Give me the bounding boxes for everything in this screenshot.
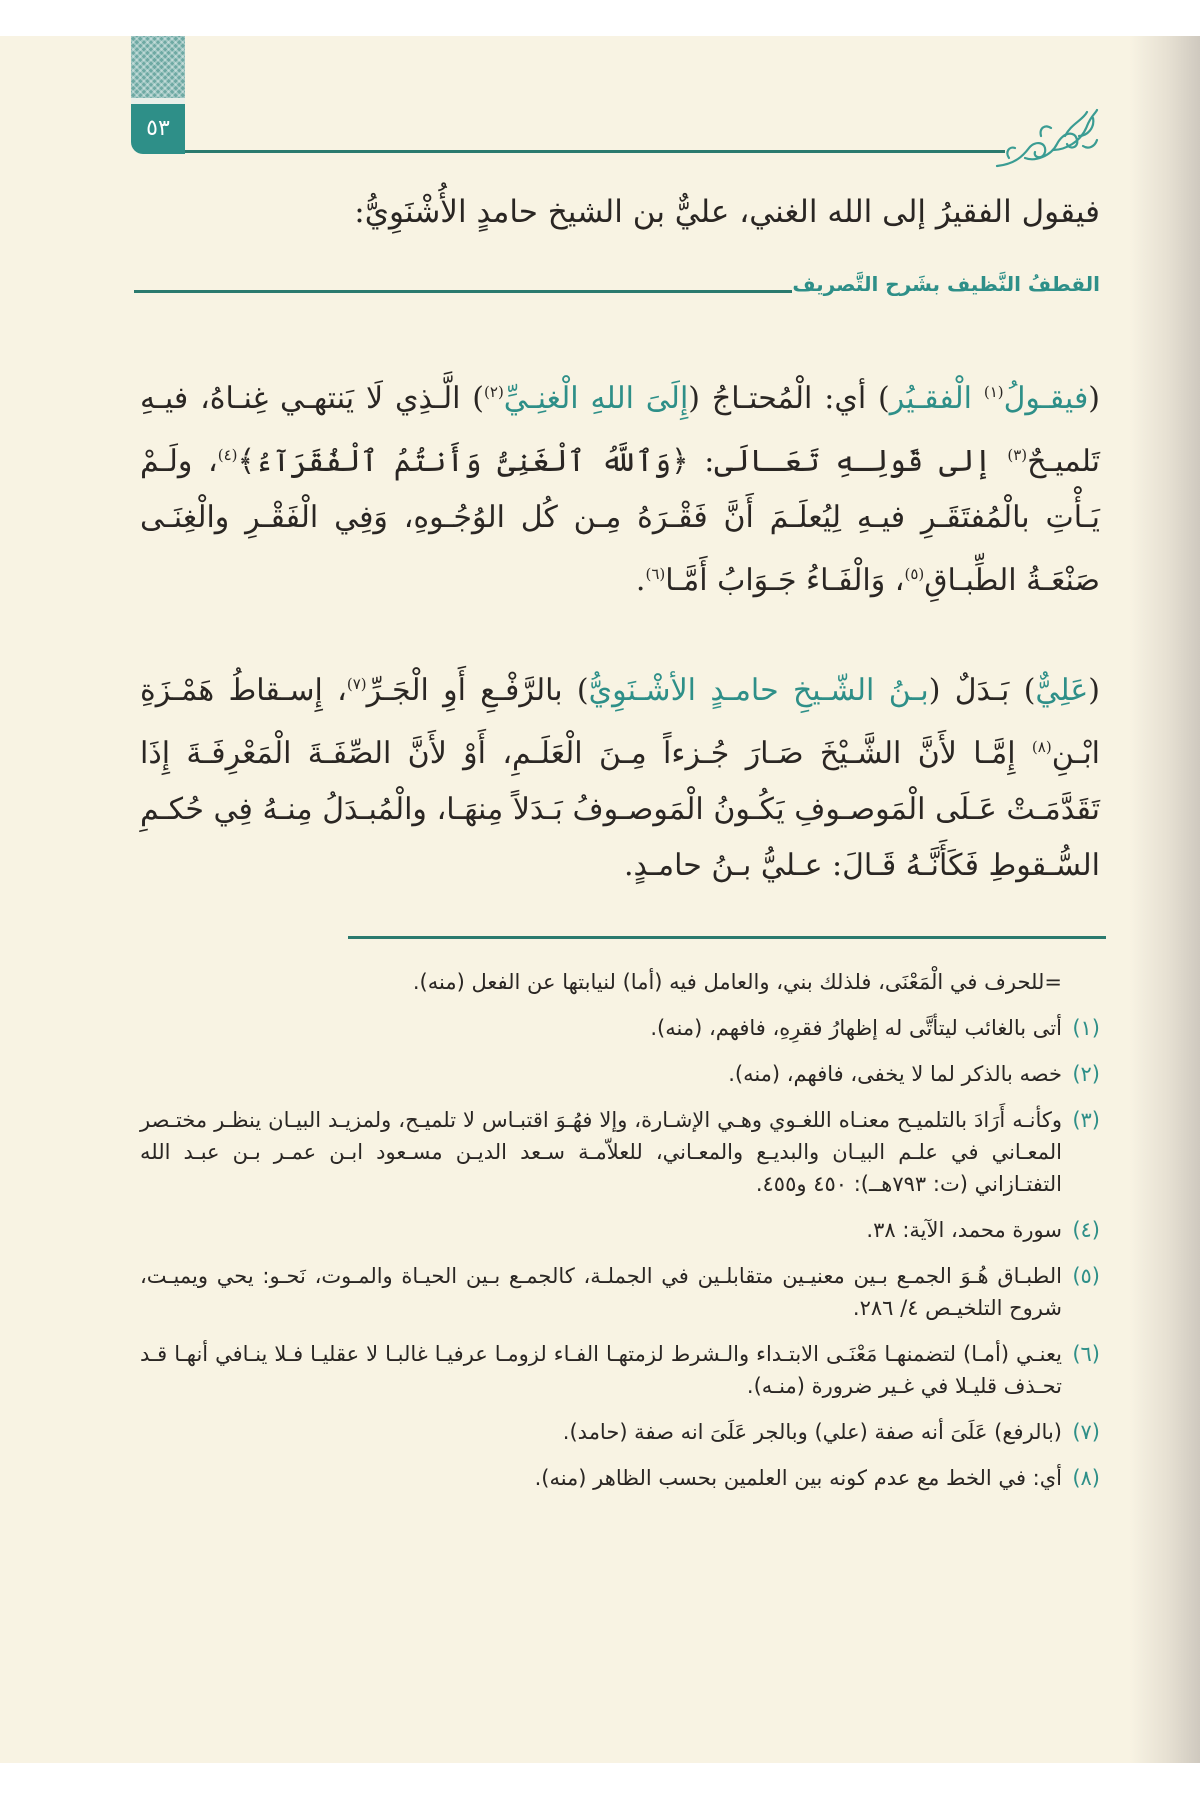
footnote-text: (بالرفع) عَلَىَ أنه صفة (علي) وبالجر عَلَىَ انه صفة (حامد). [562,1420,1062,1444]
page-gutter-shadow [1130,36,1200,1763]
footnote-text: وكأنـه أَرَادَ بالتلميـح معنـاه اللغـوي وهـي الإشـارة، وإلا فهُـوَ اقتبـاس لا تلميـح، ولمزيـد البيـان ينظـر مختـصر المعـاني في علـم البيـان والبديـع والمعـاني، للعلاّمـة سـعد الديـن مسـعود ابـن عمـر بـن عبـد الله التفتـازاني (ت: ٧٩٣هــ): ٤٥٠ و٤٥٥. [140,1108,1062,1196]
footnote-item [140,1214,1100,1246]
footnote-number: (٥) [1072,1264,1100,1288]
footnote-item [140,1012,1100,1044]
tab-pattern-decoration [131,36,185,98]
footnote-text: خصه بالذكر لما لا يخفى، فافهم، (منه). [728,1062,1062,1086]
quran-quote: إلى قَولِـهِ تَعَـالَى: ﴿وَٱللَّهُ ٱلْغَنِىُّ وَأَنتُمُ ٱلْفُقَرَآءُ﴾ [237,444,1008,479]
opening-line: فيقول الفقيرُ إلى الله الغني، عليٌّ بن الشيخ حامدٍ الأُشْنَوِيُّ: [354,194,1100,230]
paren: ( [1088,381,1100,416]
footnotes [140,966,1100,1508]
footnote-ref-6[interactable]: (٦) [645,565,666,583]
paren: ) [878,381,890,416]
term-faqir: الْفقـيُر [889,381,984,416]
footnote-ref-7[interactable]: (٧) [346,675,367,693]
paragraph-1 [140,364,1100,609]
footnote-text: أتى بالغائب ليتأتَّى له إظهارُ فقرِهِ، فافهم، (منه). [650,1016,1062,1040]
footnote-number: (١) [1072,1016,1100,1040]
footnote-ref-3[interactable]: (٣) [1007,446,1028,464]
footnote-number: (٧) [1072,1420,1100,1444]
footnote-number: (٣) [1072,1108,1100,1132]
text: أي: الْمُحتـاجُ ( [688,381,879,416]
footnote-item [140,1104,1100,1200]
footnote-ref-1[interactable]: (١) [983,383,1004,401]
running-title-row [134,264,1100,304]
footnote-ref-5[interactable]: (٥) [904,565,925,583]
term-yaqul: فيقـولُ [1003,381,1089,416]
footnote-continuation: =للحرف في الْمَعْنَى، فلذلك بني، والعامل فيه (أما) لنيابتها عن الفعل (منه). [412,970,1062,994]
paragraph-2 [140,656,1100,894]
text: ) بَـدَلٌ ( [928,673,1036,708]
term-ila-allah: إِلَىَ اللهِ الْغنِـيِّ [503,381,689,416]
footnote-text: أي: في الخط مع عدم كونه بين العلمين بحسب الظاهر (منه). [534,1466,1062,1490]
text: إِمَّـا لأَنَّ الشَّـيْخَ صَـارَ جُـزءاً مِـنَ الْعَلَـمِ، أَوْ لأَنَّ الصِّفَـةَ الْمَعْرِفَـةَ إِذَا تَقَدَّمَـتْ عَـلَى الْمَوصـوفِ يَكُـونُ الْمَوصـوفُ بَـدَلاً مِنهَـا، والْمُبـدَلُ مِنـهُ فِي حُكـمِ السُّـقوطِ فَكَأَنَّـهُ قَـالَ: عـليُّ بـنُ حامـدٍ. [140,736,1100,883]
page-number: ٥٣ [131,104,185,154]
footnote-text: يعنـي (أمـا) لتضمنهـا مَعْنَـى الابتـداء والـشرط لزمتهـا الفـاء لزومـا عرفيـا غالبـا لا عقليـا فـلا ينـافي أنهـا قـد تحـذف قليـلا في غـير ضرورة (منـه). [140,1342,1062,1398]
footnote-item [140,1338,1100,1402]
footnote-number: (٤) [1072,1218,1100,1242]
footnote-text: الطبـاق هُـوَ الجمـع بـين معنيـين متقابلـين في الجملـة، كالجمـع بـين الحيـاة والمـوت، نَحـو: يحي ويميـت، شروح التلخيـص ٤/ ٢٨٦. [140,1264,1062,1320]
floral-ornament-icon [995,106,1100,168]
text: ، ولَـمْ يَـأْتِ بالْمُفتَقَـرِ فيـهِ لِيُعلَـمَ أَنَّ فَقْـرَهُ مِـن كُل الوُجُـوهِ، وَفِي الْفَقْـرِ والْغِنَـى صَنْعَـةُ الطِّبـاقِ [140,444,1100,598]
footnote-item [140,1058,1100,1090]
footnote-number: (٨) [1072,1466,1100,1490]
book-title: القطفُ النَّظيف بشَرح التَّصريف [792,272,1100,296]
book-page [0,36,1200,1763]
text: ) الَّـذِي لَا يَنتهـي غِنـاهُ، فيـهِ تَلميـحٌ [140,381,1100,479]
footnote-item [140,1462,1100,1494]
page-number-tab [131,36,185,154]
term-ali: عَلِيٌّ [1035,673,1089,708]
paren: ( [1088,673,1100,708]
text: ، إِسـقاطُ هَمْـزَةِ ابْـنِ [140,673,1100,771]
term-bin-shaykh: بـنُ الشّـيخِ حامـدٍ الأشْـنَوِيُّ [588,673,929,708]
footnote-number: (٦) [1072,1342,1100,1366]
footnote-ref-4[interactable]: (٤) [217,446,238,464]
text: ) بالرَّفْـعِ أَوِ الْجَـرِّ [366,673,589,708]
footnote-text: سورة محمد، الآية: ٣٨. [866,1218,1062,1242]
footnote-item [140,1416,1100,1448]
footnote-number: (٢) [1072,1062,1100,1086]
header-rule [185,150,1005,153]
footnote-ref-2[interactable]: (٢) [484,383,504,401]
text: ، وَالْفَـاءُ جَـوَابُ أَمَّـا [665,563,905,598]
footnote-ref-8[interactable]: (٨) [1031,738,1052,756]
footnote-item [140,1260,1100,1324]
footnote-separator [348,936,1106,939]
title-rule [134,290,792,293]
text: . [635,563,646,598]
